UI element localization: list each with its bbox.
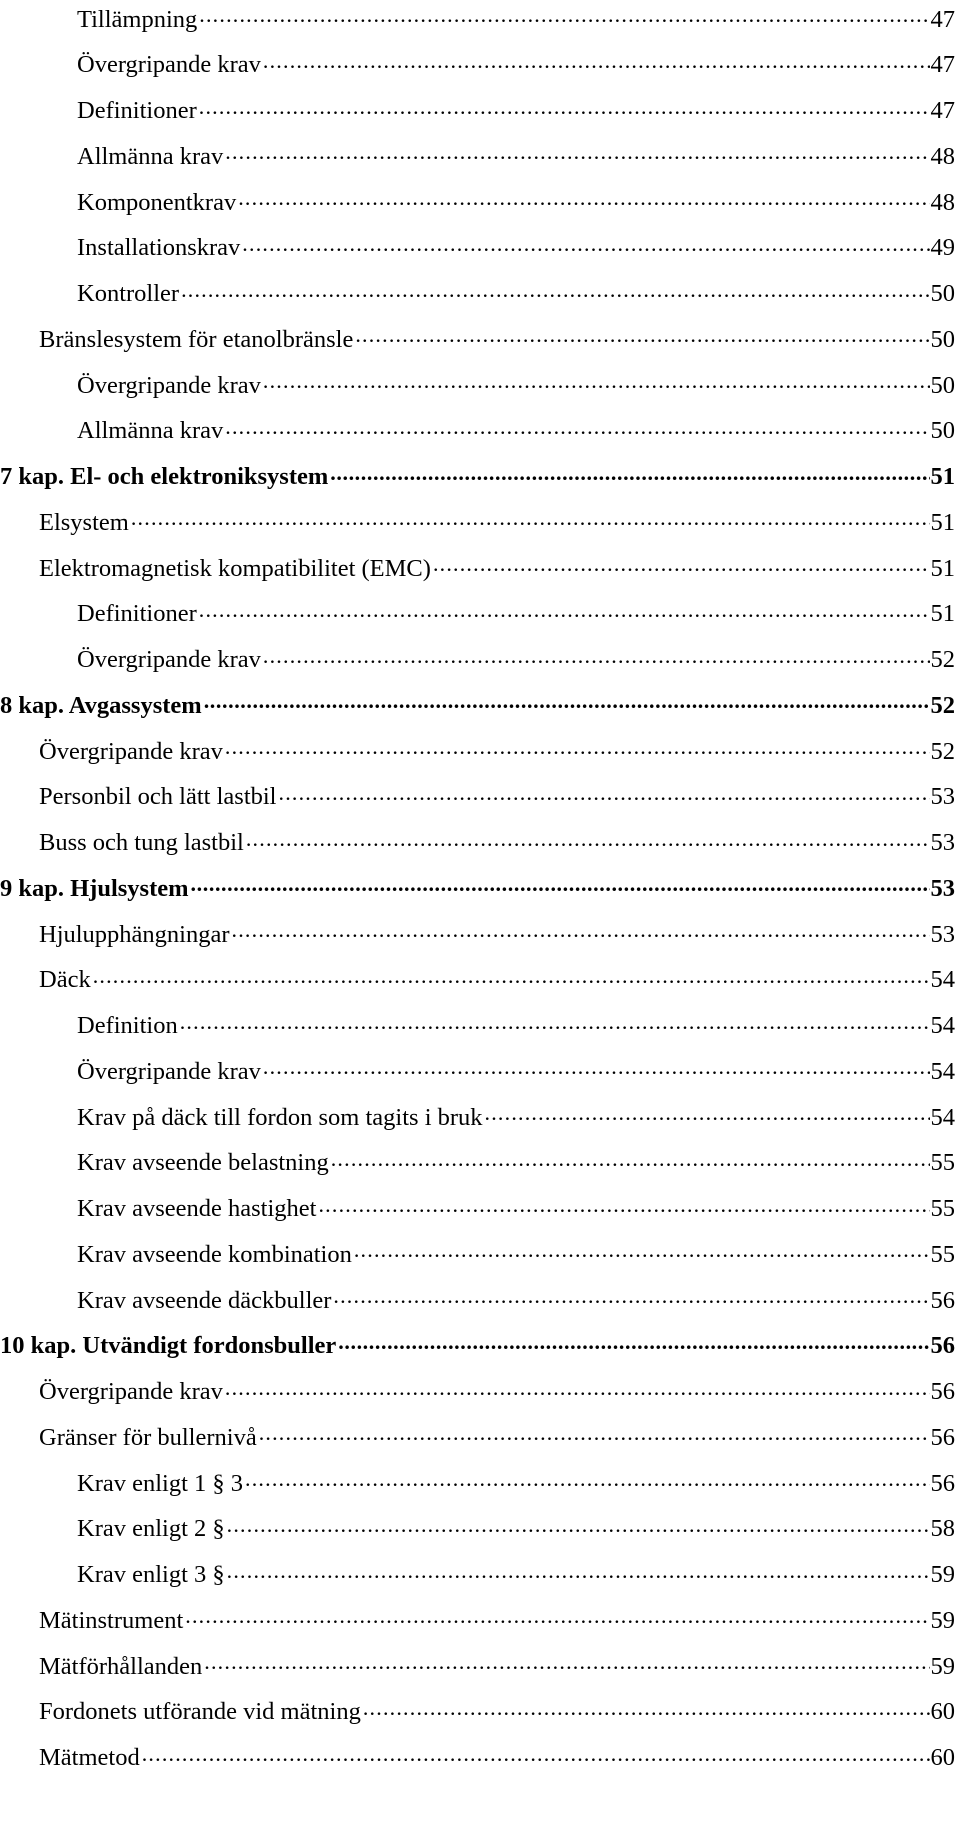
toc-dot-leader — [246, 810, 930, 856]
toc-entry[interactable] — [77, 1130, 955, 1176]
toc-entry-title: Definition — [77, 1012, 178, 1039]
toc-dot-leader — [225, 123, 929, 169]
toc-entry[interactable] — [77, 627, 955, 673]
toc-page-number: 51 — [930, 600, 955, 628]
toc-entry[interactable] — [77, 1450, 955, 1496]
toc-entry[interactable] — [39, 1587, 955, 1633]
toc-entry[interactable] — [77, 1084, 955, 1130]
toc-entry-title: Krav avseende kombination — [77, 1240, 352, 1268]
toc-dot-leader — [263, 1038, 930, 1084]
toc-entry-title: Övergripande krav — [39, 737, 223, 765]
toc-entry[interactable] — [77, 1267, 955, 1313]
toc-entry-title: Kontroller — [77, 280, 180, 307]
toc-page-number: 59 — [930, 1652, 955, 1680]
toc-entry[interactable] — [77, 123, 955, 169]
toc-dot-leader — [331, 1130, 930, 1176]
toc-dot-leader — [363, 1679, 930, 1725]
toc-entry-title: Buss och tung lastbil — [39, 829, 244, 856]
toc-dot-leader — [227, 1496, 930, 1542]
toc-page-number: 50 — [930, 280, 955, 307]
toc-dot-leader — [93, 947, 930, 993]
toc-dot-leader — [180, 993, 930, 1039]
toc-entry-title: 10 kap. Utvändigt fordonsbuller — [0, 1332, 337, 1360]
toc-entry-title: 7 kap. El- och elektroniksystem — [0, 463, 329, 490]
toc-entry-title: Bränslesystem för etanolbränsle — [39, 325, 354, 353]
toc-dot-leader — [225, 398, 929, 444]
toc-dot-leader — [263, 627, 930, 673]
toc-entry-title: Allmänna krav — [77, 142, 224, 170]
toc-page-number: 51 — [930, 508, 955, 536]
toc-page-number: 48 — [930, 142, 955, 170]
toc-entry[interactable] — [77, 581, 955, 627]
toc-page-number: 49 — [930, 234, 955, 262]
toc-entry[interactable] — [39, 306, 955, 352]
toc-dot-leader — [204, 672, 930, 718]
toc-page-number: 47 — [930, 5, 955, 33]
toc-dot-leader — [338, 1313, 929, 1359]
toc-dot-leader — [142, 1725, 930, 1771]
toc-page-number: 47 — [930, 51, 955, 79]
toc-dot-leader — [354, 1221, 930, 1267]
toc-chapter-entry[interactable] — [0, 1313, 955, 1359]
toc-dot-leader — [333, 1267, 929, 1313]
toc-dot-leader — [199, 581, 930, 627]
toc-entry[interactable] — [77, 169, 955, 215]
toc-entry-title: Krav avseende hastighet — [77, 1195, 317, 1222]
toc-entry[interactable] — [39, 901, 955, 947]
toc-dot-leader — [279, 764, 930, 810]
toc-entry-title: Övergripande krav — [39, 1378, 223, 1405]
toc-chapter-entry[interactable] — [0, 672, 955, 718]
toc-entry[interactable] — [39, 718, 955, 764]
toc-page-number: 47 — [930, 97, 955, 124]
toc-page-number: 51 — [930, 554, 955, 582]
toc-page-number: 55 — [930, 1240, 955, 1268]
toc-entry-title: Övergripande krav — [77, 51, 261, 79]
toc-entry-title: Gränser för bullernivå — [39, 1423, 257, 1451]
toc-entry-title: Hjulupphängningar — [39, 920, 230, 948]
toc-dot-leader — [238, 169, 929, 215]
toc-page-number: 55 — [930, 1195, 955, 1222]
toc-page-number: 56 — [930, 1286, 955, 1314]
toc-entry-title: Övergripande krav — [77, 646, 261, 673]
toc-dot-leader — [191, 855, 930, 901]
toc-entry[interactable] — [39, 810, 955, 856]
toc-entry[interactable] — [39, 764, 955, 810]
toc-dot-leader — [232, 901, 930, 947]
toc-entry-title: Mätinstrument — [39, 1606, 184, 1634]
toc-entry-title: Krav på däck till fordon som tagits i bruk — [77, 1103, 483, 1131]
toc-entry-title: Definitioner — [77, 600, 197, 628]
toc-entry[interactable] — [39, 1725, 955, 1771]
toc-page-number: 52 — [930, 691, 955, 719]
toc-entry-title: Fordonets utförande vid mätning — [39, 1698, 361, 1726]
toc-entry[interactable] — [77, 1038, 955, 1084]
toc-entry-title: Övergripande krav — [77, 371, 261, 399]
toc-entry[interactable] — [77, 1496, 955, 1542]
toc-page-number: 53 — [930, 783, 955, 811]
toc-page-number: 56 — [930, 1423, 955, 1451]
toc-page-number: 56 — [930, 1378, 955, 1405]
toc-entry-title: Mätmetod — [39, 1744, 140, 1771]
toc-chapter-entry[interactable] — [0, 855, 955, 901]
toc-page-number: 54 — [930, 1057, 955, 1085]
toc-page-number: 50 — [930, 325, 955, 353]
toc-entry-title: Elsystem — [39, 508, 129, 536]
toc-dot-leader — [204, 1633, 929, 1679]
toc-dot-leader — [318, 1176, 929, 1222]
toc-dot-leader — [263, 352, 930, 398]
toc-entry-title: Krav avseende däckbuller — [77, 1286, 332, 1314]
toc-entry[interactable] — [77, 1542, 955, 1588]
toc-entry[interactable] — [39, 1679, 955, 1725]
toc-dot-leader — [227, 1542, 930, 1588]
toc-entry-title: Komponentkrav — [77, 188, 237, 216]
toc-dot-leader — [245, 1450, 929, 1496]
toc-entry[interactable] — [77, 32, 955, 78]
toc-entry[interactable] — [77, 352, 955, 398]
toc-dot-leader — [181, 261, 929, 307]
toc-page-number: 56 — [930, 1469, 955, 1497]
toc-entry[interactable] — [77, 215, 955, 261]
toc-page-number: 50 — [930, 417, 955, 445]
toc-page-number: 60 — [930, 1698, 955, 1726]
toc-entry-title: Allmänna krav — [77, 417, 224, 445]
toc-page-number: 51 — [930, 463, 955, 490]
toc-page-number: 54 — [930, 1103, 955, 1131]
toc-entry[interactable] — [39, 535, 955, 581]
toc-dot-leader — [199, 78, 930, 124]
toc-page-number: 53 — [930, 874, 955, 902]
toc-entry[interactable] — [39, 947, 955, 993]
toc-entry-title: Krav avseende belastning — [77, 1149, 329, 1177]
toc-entry[interactable] — [77, 1176, 955, 1222]
toc-entry-title: Installationskrav — [77, 234, 241, 262]
toc-dot-leader — [485, 1084, 930, 1130]
toc-page-number: 50 — [930, 371, 955, 399]
toc-page-number: 53 — [930, 829, 955, 856]
toc-entry[interactable] — [39, 1404, 955, 1450]
toc-entry[interactable] — [77, 398, 955, 444]
toc-page-number: 52 — [930, 646, 955, 673]
toc-dot-leader — [355, 306, 929, 352]
toc-page-number: 59 — [930, 1561, 955, 1588]
toc-entry-title: Mätförhållanden — [39, 1652, 203, 1680]
toc-page-number: 59 — [930, 1606, 955, 1634]
toc-entry-title: Personbil och lätt lastbil — [39, 783, 277, 811]
toc-entry-title: Tillämpning — [77, 5, 198, 33]
toc-page-number: 58 — [930, 1515, 955, 1543]
toc-entry-title: Krav enligt 2 § — [77, 1515, 225, 1543]
toc-chapter-entry[interactable] — [0, 444, 955, 490]
toc-page-number: 56 — [930, 1332, 955, 1360]
toc-page-number: 53 — [930, 920, 955, 948]
toc-entry[interactable] — [39, 1633, 955, 1679]
toc-entry[interactable] — [77, 78, 955, 124]
toc-entry-title: Övergripande krav — [77, 1057, 261, 1085]
toc-entry-title: Krav enligt 1 § 3 — [77, 1469, 244, 1497]
toc-dot-leader — [259, 1404, 930, 1450]
toc-entry[interactable] — [77, 0, 955, 32]
toc-entry-title: 8 kap. Avgassystem — [0, 691, 202, 719]
toc-entry-title: Krav enligt 3 § — [77, 1561, 225, 1588]
toc-page-number: 54 — [930, 966, 955, 994]
toc-dot-leader — [185, 1587, 929, 1633]
toc-dot-leader — [199, 0, 929, 32]
toc-dot-leader — [131, 489, 930, 535]
toc-entry[interactable] — [77, 1221, 955, 1267]
toc-page-number: 55 — [930, 1149, 955, 1177]
toc-entry[interactable] — [77, 261, 955, 307]
toc-entry[interactable] — [39, 489, 955, 535]
toc-entry[interactable] — [39, 1359, 955, 1405]
toc-page-number: 60 — [930, 1744, 955, 1771]
toc-entry[interactable] — [77, 993, 955, 1039]
toc-entry-title: 9 kap. Hjulsystem — [0, 874, 189, 902]
toc-dot-leader — [330, 444, 929, 490]
toc-dot-leader — [225, 1359, 930, 1405]
toc-dot-leader — [263, 32, 930, 78]
toc-page-number: 54 — [930, 1012, 955, 1039]
toc-entry-title: Definitioner — [77, 97, 197, 124]
toc-dot-leader — [242, 215, 929, 261]
toc-entry-title: Elektromagnetisk kompatibilitet (EMC) — [39, 554, 431, 582]
toc-page-number: 48 — [930, 188, 955, 216]
toc-dot-leader — [225, 718, 930, 764]
toc-entry-title: Däck — [39, 966, 91, 994]
toc-page-number: 52 — [930, 737, 955, 765]
toc-dot-leader — [433, 535, 930, 581]
